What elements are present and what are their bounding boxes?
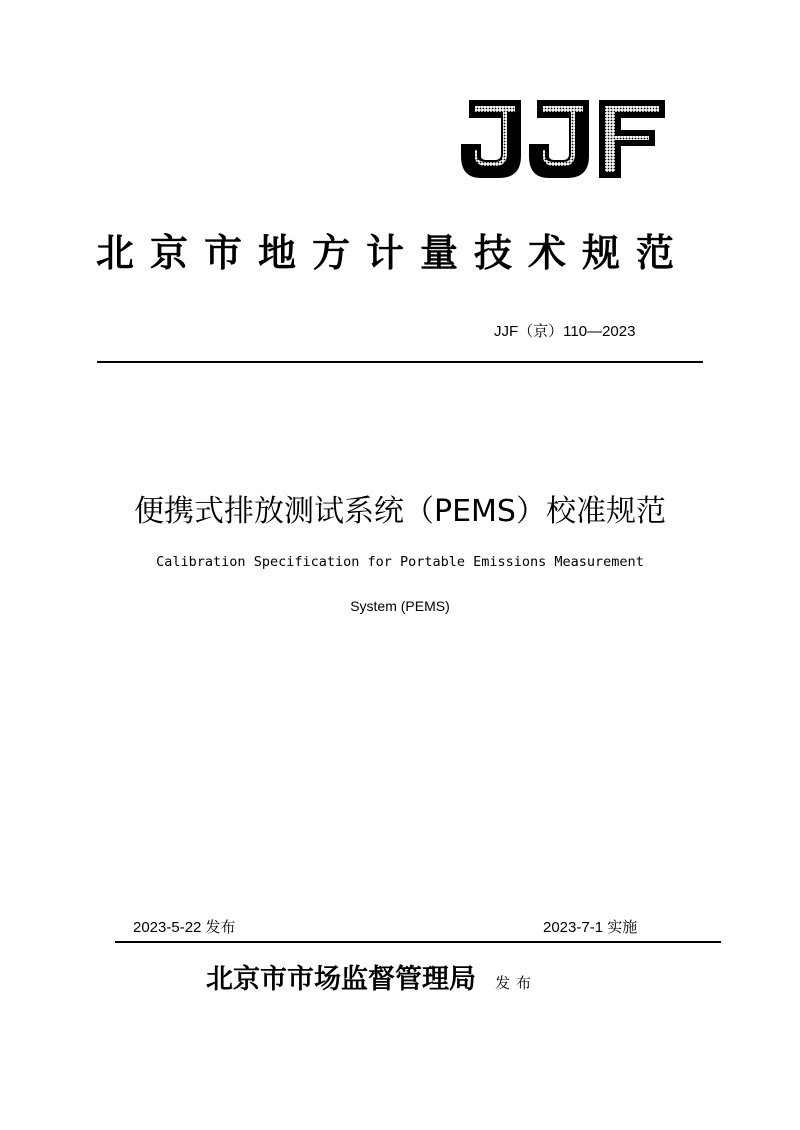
document-title-en-line1: Calibration Specification for Portable Emissions Measurement: [156, 554, 644, 570]
jjf-logo-icon: [455, 98, 667, 180]
publisher-line: [206, 960, 537, 1003]
standard-code: JJF（京）110—2023: [494, 323, 636, 340]
issue-date: 2023-5-22 发布: [133, 919, 236, 936]
document-title-en-line2: System (PEMS): [350, 598, 450, 614]
document-title-cn: 便携式排放测试系统（PEMS）校准规范: [134, 494, 666, 529]
publish-word: 发布: [495, 974, 538, 992]
bottom-divider: [115, 941, 721, 943]
issuer-heading: 北京市地方计量技术规范: [96, 230, 691, 275]
top-divider: [97, 361, 703, 363]
publisher-name: 北京市市场监督管理局: [206, 964, 476, 995]
effective-date: 2023-7-1 实施: [543, 919, 638, 936]
